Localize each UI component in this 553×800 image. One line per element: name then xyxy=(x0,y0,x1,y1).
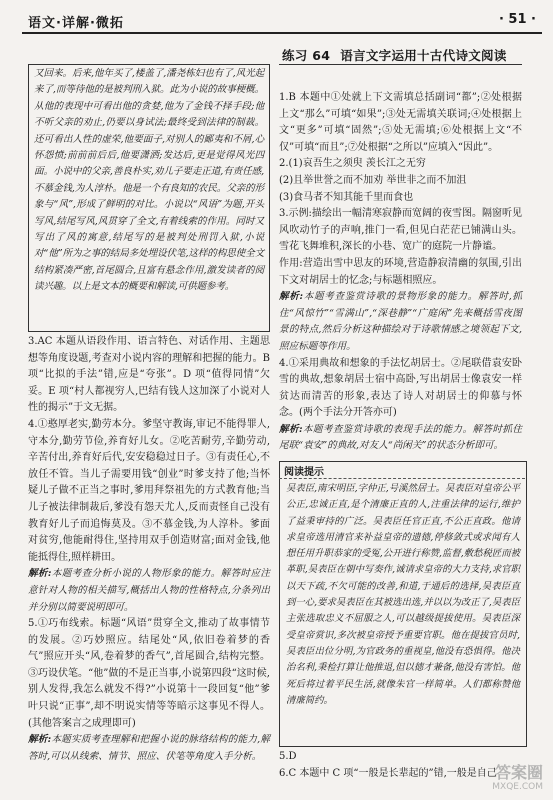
header-rule xyxy=(22,32,542,34)
page-header xyxy=(22,8,542,32)
analysis-4 xyxy=(28,566,270,616)
answer-3-example: 3.示例:描绘出一幅清寒寂静而宽阔的夜雪图。隔窗听见风吹动竹子的声响,推门一看,但见白茫茫已铺满山头。雪花飞舞堆积,深长的小巷、宽广的庭院一片静谧。 xyxy=(279,208,522,253)
right-answers xyxy=(279,90,522,455)
answer-3: 3.AC 本题从语段作用、语言特色、对话作用、主题思想等角度设题,考查对小说内容的理解和把握的能力。B 项“比拟的手法”错,应是“夸张”。D 项“值得同情”欠妥。E 项“村人都视穷人,巴结有钱人这加深了小说对人性的揭示”于文无据。 xyxy=(28,336,270,414)
story-summary-text: 又回来。后来,他年买了,楼盖了,潘尧栋妇也有了,风光起来了,而等待他的是被判刑入狱。此为小说的故事梗概。从他的表现中可看出他的贪婪,他为了金钱不择手段;他不听父亲的劝止,仍要以身试法;最终受到法律的制裁。还可看出人性的虚荣,他要面子,对别人的鄙夷和不屑,心怀怨愤;前前前后后,他要潇洒;发达后,更是觉得风光四面。小说中的父亲,善良朴实,劝儿子要走正道,有责任感,不慕金钱,为人淳朴。他是一个有良知的农民。父亲的形象与“风”,形成了鲜明的对比。小说以“风语”为题,开头写风,结尾写风,风贯穿了全文,有着线索的作用。同时又写出了风的寓意,结尾写的是被判处刑罚入狱,小说对“他”所为之事的结局多处埋设伏笔,这样的构思使全文结构紧凑严密,首尾圆合,且富有悬念作用,激发读者的阅读兴趣。以上是文本的概要和解读,可供题参考。 xyxy=(34,68,264,293)
section-name: 语言文字运用十古代诗文阅读 xyxy=(340,48,507,63)
page-number: · 51 · xyxy=(498,12,536,27)
section-title xyxy=(282,46,507,64)
answer-1: 1.B 本题中①处就上下文需填总括副词“都”;②处根据上文“那么”可填“如果”;③处无需填关联词;④处根据上文“更多”可填“固然”;⑤处无需填;⑥处根据上文“不仅”可填“而且”;⑦处根据“之所以”应填入“因此”。 xyxy=(279,92,522,153)
analysis-text: 本题考查分析小说的人物形象的能力。解答时应注意针对人物的相关描写,概括出人物的性格特点,分条列出并分别以简要说明即可。 xyxy=(28,568,271,613)
analysis-label: 解析: xyxy=(28,568,52,580)
analysis-text: 本题考查鉴赏诗歌的景物形象的能力。解答时,抓住“风惊竹”“雪满山”,“深巷静”“广庭闲”先来概括雪夜图景的特点,然后分析这种描绘对于诗歌情感之境领起下文,照应标题等作用。 xyxy=(279,291,522,352)
book-title: 语文·详解·微拓 xyxy=(28,16,124,31)
answer-5-right: 5.D xyxy=(279,751,297,762)
answer-3-effect: 作用:营造出雪中思友的环境,营造静寂清幽的氛围,引出下文对胡居士的忆念;与标题相照应。 xyxy=(279,257,522,286)
analysis-3 xyxy=(279,289,522,355)
analysis-label: 解析: xyxy=(279,291,304,303)
answer-2-2: (2)且举世誉之而不加劝 举世非之而不加沮 xyxy=(279,174,467,186)
answer-2-3: (3)食马者不知其能千里而食也 xyxy=(279,191,414,203)
watermark-sub: MXQE.COM xyxy=(492,782,543,792)
answer-6: 6.C 本题中 C 项“一般是长辈起的”错,一般是自己 xyxy=(279,768,497,779)
answer-2-1: 2.(1)哀吾生之须臾 羡长江之无穷 xyxy=(279,158,426,170)
reading-tip-divider xyxy=(279,478,525,479)
answer-4-right: 4.①采用典故和想象的手法忆胡居士。②尾联借袁安卧雪的典故,想象胡居士宿中高卧,写出胡居士像袁安一样贫达而清苦的形象,表达了诗人对胡居士的仰慕与怀念。(两个手法分开答亦可) xyxy=(279,357,522,419)
left-answers xyxy=(28,334,270,765)
watermark-main: 答案圈 xyxy=(494,763,543,782)
analysis-label: 解析: xyxy=(279,423,303,435)
analysis-text: 本题实质考查理解和把握小说的脉络结构的能力,解答时,可以从线索、情节、照应、伏笔等角度入手分析。 xyxy=(28,734,270,762)
analysis-text: 本题考查鉴赏诗歌的表现手法的能力。解答时抓住尾联“袁安”的典故,对友人“尚闲关”的状态分析即可。 xyxy=(279,423,522,452)
reading-tip-heading: 阅读提示 xyxy=(284,467,324,478)
section-rule xyxy=(279,64,522,65)
section-number: 练习 64 xyxy=(282,48,331,63)
watermark-logo xyxy=(492,763,543,794)
reading-tip-text: 吴表臣,南宋明臣,字仲正,号溪然居士。吴表臣对皇帝公平公正,忠诚正直,是个清廉正直的人,注重法律的运行,维护了益秉审持的广泛。吴表臣任官正直,不公正直政。他请求皇帝选用清官来补益皇帝的遗德,停修敛式或求闻有人想任用升职恭家的受冤,公开进行称赞,监督,敷愁税匠而被革职,吴表臣在朝中写奏作,诚请求皇帝的大力支持,求官职以天下疏,不欠可能的改善,和道,于通后的选择,吴表臣直到一心,要求吴表臣在其被选出选,并以以为改正了,吴表臣主张选取忠义不屈服之人,可以越级提拔使用。吴表臣深受皇帝赏识,多次被皇帝授予重要官职。他在提拔官员时,吴表臣出位分明,为官政务的重视皇,他没有恐惧得。他决治名利,秉检打算让他推退,但以德才兼备,他没有害怕。他死后将过着平民生活,就像朱官一样简单。人们都称赞他清廉简约。 xyxy=(286,483,520,706)
analysis-label: 解析: xyxy=(28,734,52,746)
answer-5: 5.①巧布线索。标题“风语”贯穿全文,推动了故事情节的发展。②巧妙照应。结尾处“风,依旧卷着梦的香气”照应开头“风,卷着梦的香气”,首尾圆合,结构完整。③巧设伏笔。“他”做的不是正当事,小说第四段“这时候,别人发得,我怎么就发不得?”小说第十一段回复“他”爹叶只说“正事”,却不明说实情等等暗示这事见不得人。(其他答案言之成理即可) xyxy=(28,618,270,729)
analysis-4-right xyxy=(279,422,522,455)
analysis-5 xyxy=(28,732,270,765)
trailing-answers xyxy=(279,748,522,782)
answer-4: 4.①憨厚老实,勤劳本分。爹坚守教诲,审记不能得罪人,守本分,勤劳节俭,养育好儿女。②吃苦耐劳,辛勤劳动,辛苦付出,养育好后代,安安稳稳过日子。③有责任心,不放任不管。当儿子需要用钱“创业”时爹支持了他;当怀疑儿子做不正当之事时,爹用拜祭祖先的方式教育他;当儿子被法律制裁后,爹没有怨天尤人,反而责怪自己没有教育好儿子而追悔莫及。③不慕金钱,为人淳朴。爹面对贫穷,他能耐得住,坚持用双手创造财富;面对金钱,他能抵得住,照样耕田。 xyxy=(28,418,270,563)
